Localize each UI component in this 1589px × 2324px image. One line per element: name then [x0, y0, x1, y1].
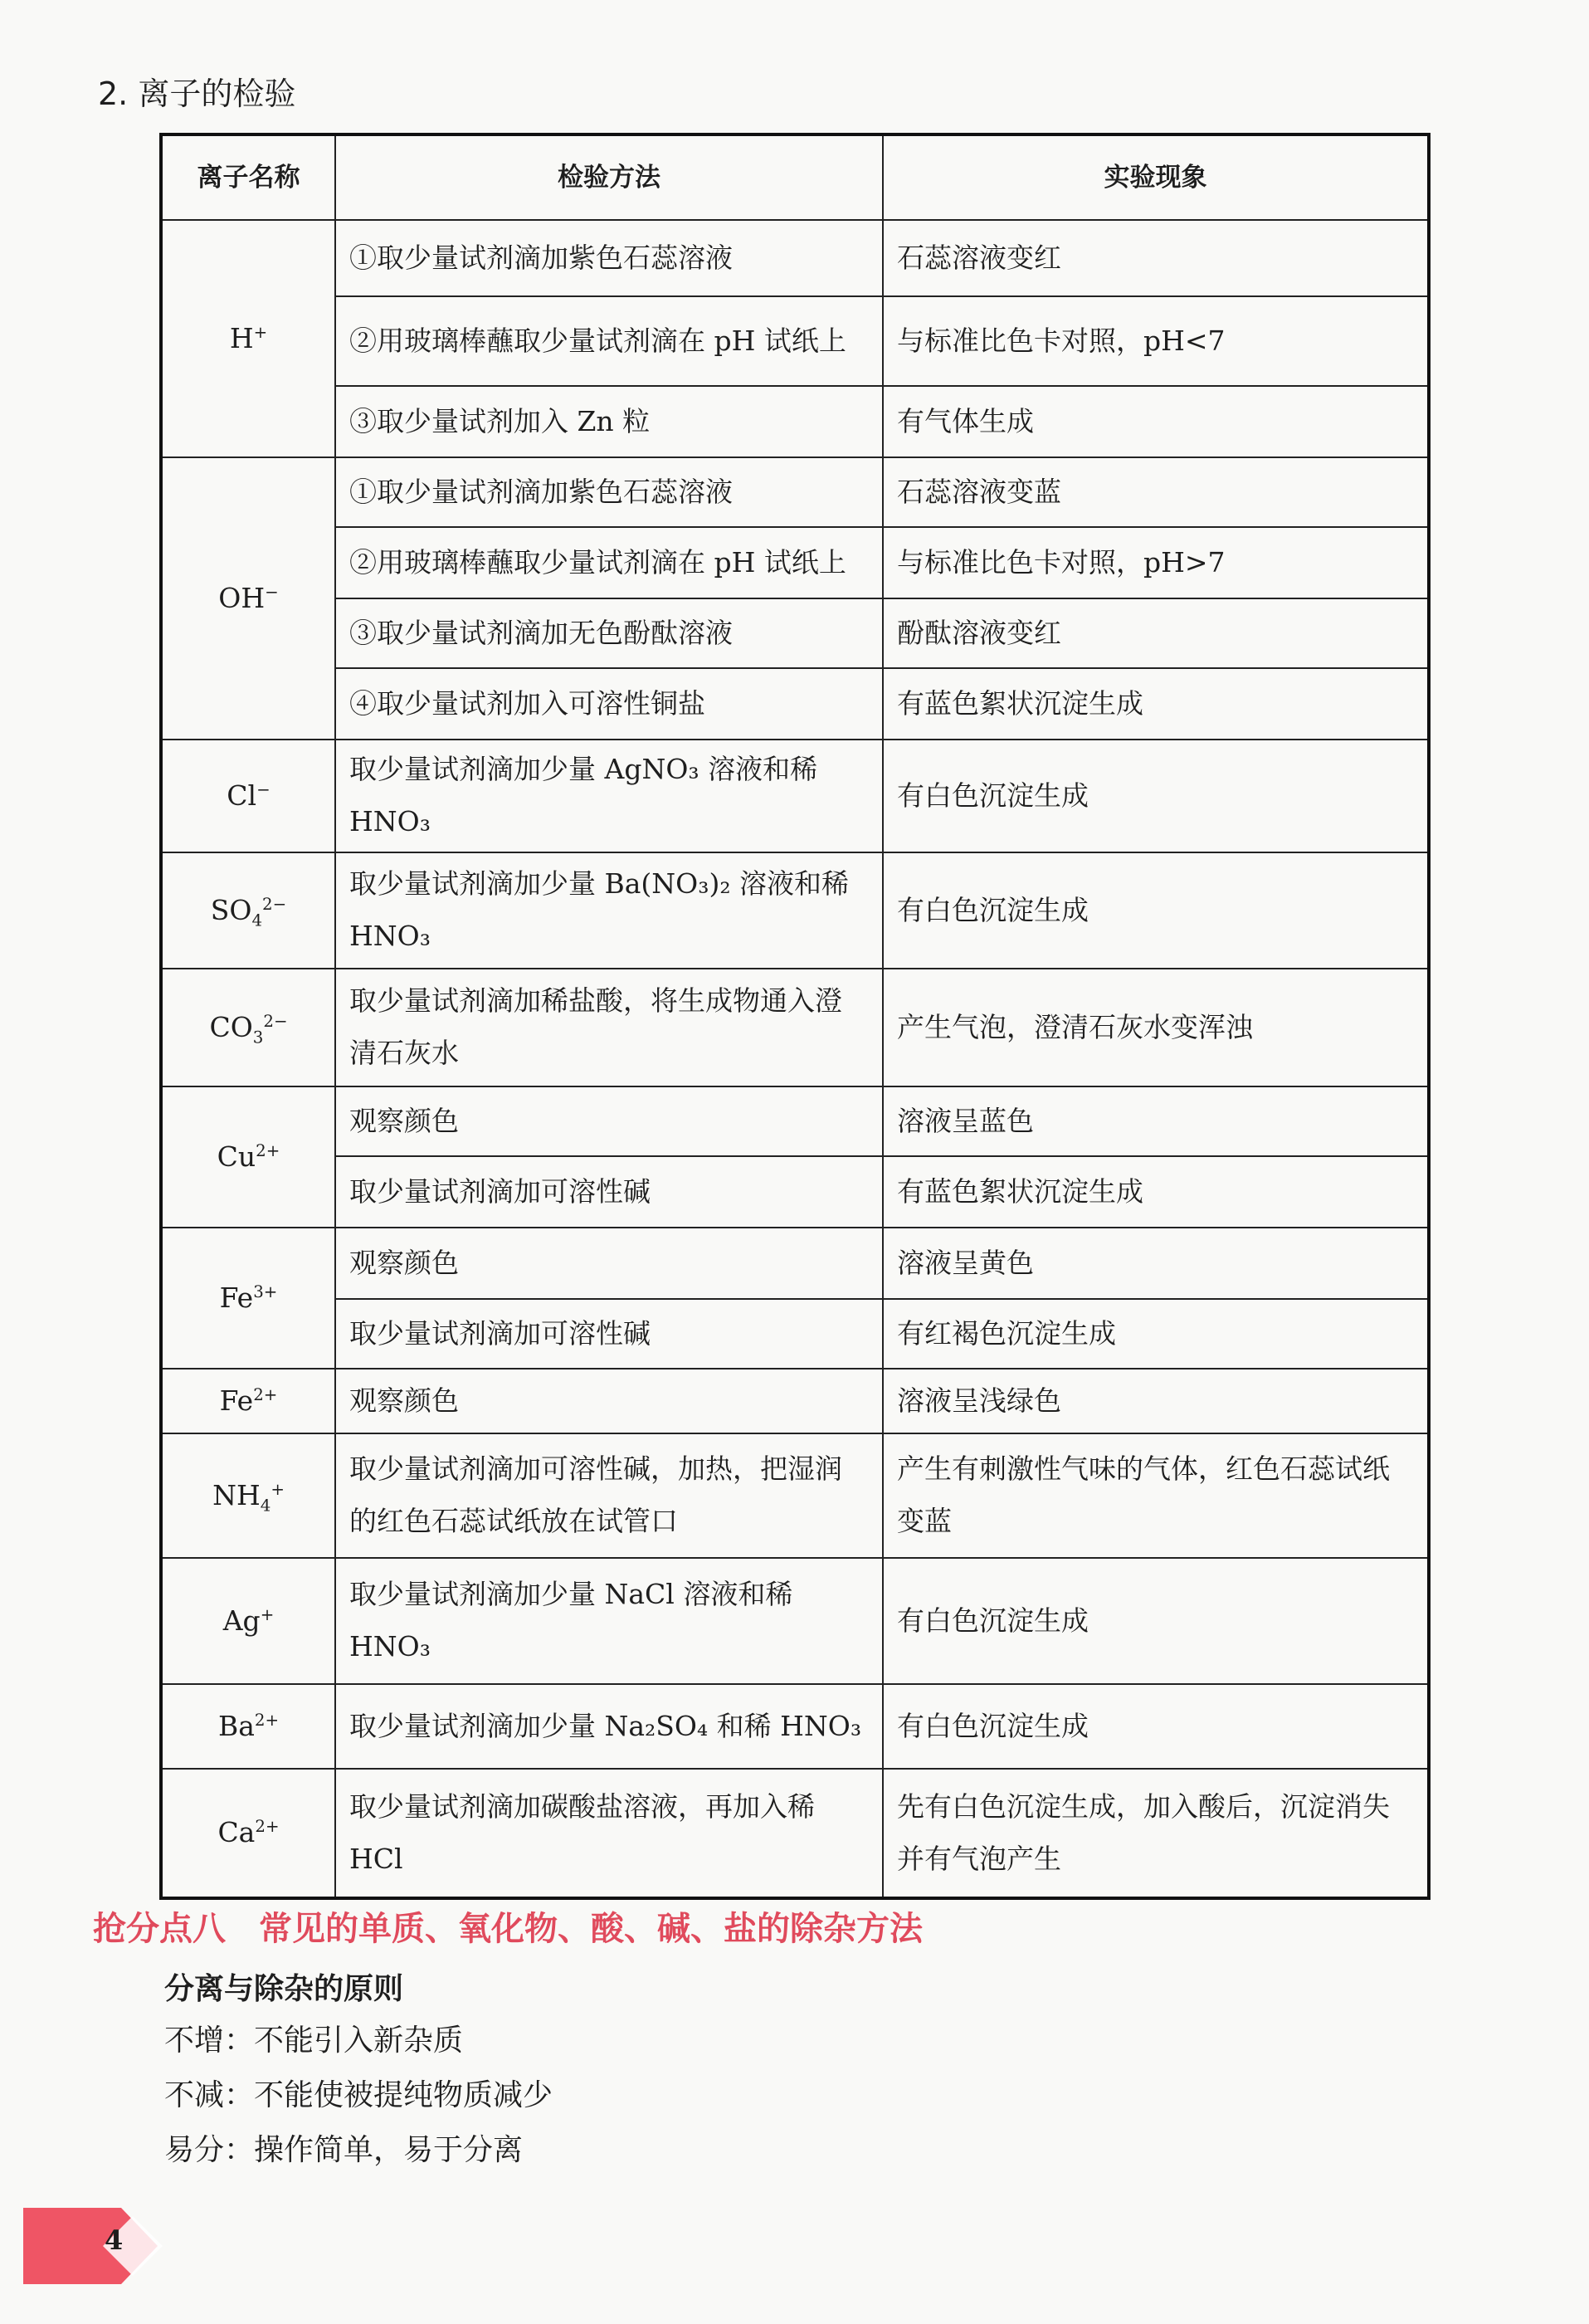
ion-symbol: Cu	[217, 1140, 256, 1173]
ion-charge: 2+	[255, 1817, 280, 1837]
table-row	[161, 1369, 1429, 1433]
test-method-cell: ②用玻璃棒蘸取少量试剂滴在 pH 试纸上	[335, 527, 883, 598]
table-row	[161, 527, 1429, 598]
header-ion-name: 离子名称	[161, 134, 335, 220]
table-row	[161, 1086, 1429, 1156]
ion-symbol: Cl	[227, 779, 257, 812]
phenomenon-cell: 与标准比色卡对照，pH>7	[883, 527, 1429, 598]
ion-charge: 2+	[254, 1710, 280, 1730]
ion-test-table	[159, 133, 1431, 1900]
ion-charge: 2+	[256, 1140, 280, 1160]
test-method-cell: 观察颜色	[335, 1228, 883, 1299]
phenomenon-cell: 溶液呈浅绿色	[883, 1369, 1429, 1433]
header-test-method: 检验方法	[335, 134, 883, 220]
ion-symbol: Ba	[217, 1709, 255, 1742]
phenomenon-cell: 有白色沉淀生成	[883, 740, 1429, 852]
page-number: 4	[105, 2224, 124, 2256]
phenomenon-cell: 石蕊溶液变红	[883, 220, 1429, 296]
ion-charge: +	[271, 1479, 285, 1499]
ion-name-cell	[161, 740, 335, 852]
ion-symbol: Ag	[222, 1604, 261, 1637]
test-method-cell: 取少量试剂滴加少量 Na₂SO₄ 和稀 HNO₃	[335, 1684, 883, 1769]
ion-charge: 2+	[253, 1384, 278, 1404]
phenomenon-cell: 产生有刺激性气味的气体，红色石蕊试纸变蓝	[883, 1433, 1429, 1558]
table-row	[161, 740, 1429, 852]
test-method-cell: 取少量试剂滴加碳酸盐溶液，再加入稀 HCl	[335, 1769, 883, 1898]
ion-charge: −	[265, 582, 279, 602]
table-row	[161, 668, 1429, 740]
phenomenon-cell: 溶液呈蓝色	[883, 1086, 1429, 1156]
ion-charge: 2−	[263, 1011, 288, 1031]
test-method-cell: ③取少量试剂加入 Zn 粒	[335, 386, 883, 457]
phenomenon-cell: 有蓝色絮状沉淀生成	[883, 668, 1429, 740]
ion-name-cell	[161, 969, 335, 1086]
ion-symbol: SO	[210, 893, 252, 926]
phenomenon-cell: 有白色沉淀生成	[883, 1558, 1429, 1684]
page-badge-icon	[23, 2208, 166, 2284]
header-phenomenon: 实验现象	[883, 134, 1429, 220]
test-method-cell: 取少量试剂滴加少量 Ba(NO₃)₂ 溶液和稀 HNO₃	[335, 852, 883, 969]
phenomenon-cell: 与标准比色卡对照，pH<7	[883, 296, 1429, 386]
table-row	[161, 386, 1429, 457]
ion-name-cell	[161, 1684, 335, 1769]
table-row	[161, 457, 1429, 527]
ion-subscript: 4	[251, 911, 263, 930]
phenomenon-cell: 石蕊溶液变蓝	[883, 457, 1429, 527]
ion-charge: +	[260, 1604, 275, 1624]
ion-charge: +	[253, 322, 268, 342]
ion-symbol: Fe	[219, 1281, 254, 1314]
phenomenon-cell: 有白色沉淀生成	[883, 852, 1429, 969]
table-row	[161, 296, 1429, 386]
table-row	[161, 1558, 1429, 1684]
phenomenon-cell: 有蓝色絮状沉淀生成	[883, 1156, 1429, 1228]
ion-symbol: Fe	[219, 1384, 254, 1417]
table-row	[161, 1433, 1429, 1558]
test-method-cell: 观察颜色	[335, 1086, 883, 1156]
ion-name-cell	[161, 1369, 335, 1433]
table-row	[161, 1684, 1429, 1769]
ion-name-cell	[161, 220, 335, 457]
ion-charge: −	[256, 779, 271, 799]
ion-subscript: 3	[252, 1028, 264, 1047]
ion-name-cell	[161, 852, 335, 969]
principle-title: 分离与除杂的原则	[164, 1972, 404, 2006]
ion-symbol: OH	[218, 581, 266, 614]
test-method-cell: ④取少量试剂加入可溶性铜盐	[335, 668, 883, 740]
table-header-row	[161, 134, 1429, 220]
heading-scoring-point-8: 抢分点八 常见的单质、氧化物、酸、碱、盐的除杂方法	[93, 1910, 923, 1948]
principle-easy-separate: 易分：操作简单，易于分离	[164, 2133, 524, 2167]
phenomenon-cell: 产生气泡，澄清石灰水变浑浊	[883, 969, 1429, 1086]
ion-symbol: NH	[212, 1478, 261, 1511]
section-title: 2. 离子的检验	[98, 76, 296, 112]
ion-charge: 3+	[253, 1282, 278, 1301]
principle-no-increase: 不增：不能引入新杂质	[164, 2024, 464, 2058]
test-method-cell: 取少量试剂滴加少量 NaCl 溶液和稀 HNO₃	[335, 1558, 883, 1684]
test-method-cell: 取少量试剂滴加可溶性碱	[335, 1299, 883, 1369]
table-row	[161, 969, 1429, 1086]
ion-name-cell	[161, 1558, 335, 1684]
table-body	[161, 220, 1429, 1898]
phenomenon-cell: 先有白色沉淀生成，加入酸后，沉淀消失并有气泡产生	[883, 1769, 1429, 1898]
phenomenon-cell: 有气体生成	[883, 386, 1429, 457]
test-method-cell: ①取少量试剂滴加紫色石蕊溶液	[335, 220, 883, 296]
ion-name-cell	[161, 1769, 335, 1898]
test-method-cell: 取少量试剂滴加稀盐酸，将生成物通入澄清石灰水	[335, 969, 883, 1086]
phenomenon-cell: 有白色沉淀生成	[883, 1684, 1429, 1769]
table-row	[161, 852, 1429, 969]
ion-symbol: CO	[209, 1010, 253, 1043]
ion-name-cell	[161, 1228, 335, 1369]
table-row	[161, 1299, 1429, 1369]
table-row	[161, 220, 1429, 296]
test-method-cell: ①取少量试剂滴加紫色石蕊溶液	[335, 457, 883, 527]
phenomenon-cell: 酚酞溶液变红	[883, 598, 1429, 668]
ion-name-cell	[161, 1086, 335, 1228]
ion-name-cell	[161, 1433, 335, 1558]
ion-charge: 2−	[262, 894, 287, 914]
phenomenon-cell: 有红褐色沉淀生成	[883, 1299, 1429, 1369]
table-row	[161, 1228, 1429, 1299]
phenomenon-cell: 溶液呈黄色	[883, 1228, 1429, 1299]
table-row	[161, 598, 1429, 668]
ion-symbol: Ca	[217, 1816, 256, 1849]
test-method-cell: ③取少量试剂滴加无色酚酞溶液	[335, 598, 883, 668]
test-method-cell: 取少量试剂滴加可溶性碱	[335, 1156, 883, 1228]
ion-symbol: H	[229, 321, 254, 354]
test-method-cell: 取少量试剂滴加可溶性碱，加热，把湿润的红色石蕊试纸放在试管口	[335, 1433, 883, 1558]
ion-subscript: 4	[260, 1496, 271, 1516]
principle-no-decrease: 不减：不能使被提纯物质减少	[164, 2078, 553, 2112]
ion-name-cell	[161, 457, 335, 740]
test-method-cell: 取少量试剂滴加少量 AgNO₃ 溶液和稀 HNO₃	[335, 740, 883, 852]
table-row	[161, 1769, 1429, 1898]
test-method-cell: 观察颜色	[335, 1369, 883, 1433]
table-row	[161, 1156, 1429, 1228]
test-method-cell: ②用玻璃棒蘸取少量试剂滴在 pH 试纸上	[335, 296, 883, 386]
